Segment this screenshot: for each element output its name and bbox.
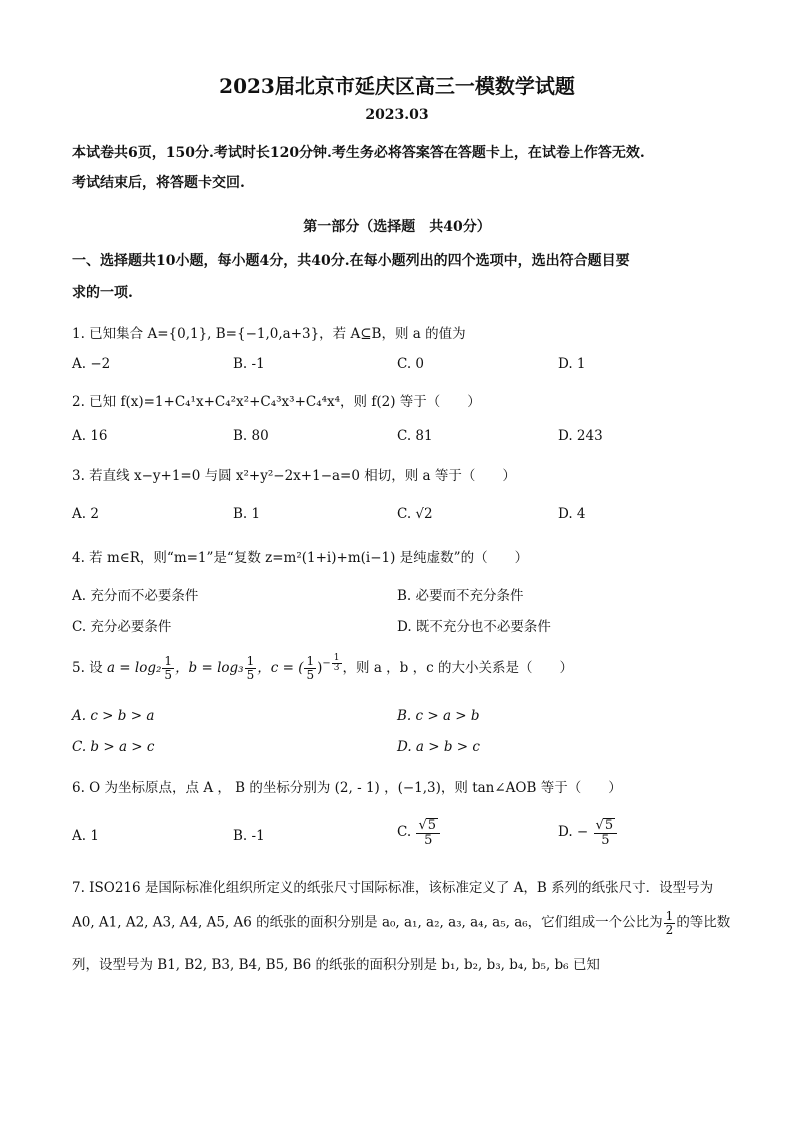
question-7-ratio: $\frac{1}{2}$ xyxy=(665,909,674,937)
question-4-option-a: A. 充分而不必要条件 xyxy=(72,588,199,604)
question-2-option-c: C. 81 xyxy=(397,428,433,444)
question-3-option-c: C. √2 xyxy=(397,506,433,522)
question-5-prefix: 5. 设 xyxy=(72,659,107,676)
question-1-option-d: D. 1 xyxy=(558,356,586,372)
question-1-option-a: A. −2 xyxy=(72,356,111,372)
question-6-option-a: A. 1 xyxy=(72,828,99,844)
question-4-option-d: D. 既不充分也不必要条件 xyxy=(397,619,551,635)
question-5-option-d: D. a > b > c xyxy=(397,739,480,755)
section-header: 第一部分（选择题 共40分） xyxy=(303,219,491,235)
question-5-stem: 5. 设 a = log₂ $\frac{1}{5}$ ，b = log₃ $\frac{1}{5}$ ，c = ( $\frac{1}{5}$ )$^{- \frac{1}{3}}$ ，则 a ，b ，c 的大小关系是（ ） xyxy=(72,653,573,682)
question-7-line-1: 7. ISO216 是国际标准化组织所定义的纸张尺寸国际标准，该标准定义了 A，B 系列的纸张尺寸．设型号为 xyxy=(72,880,714,896)
question-1-option-c: C. 0 xyxy=(397,356,425,372)
question-6-option-b: B. -1 xyxy=(233,828,265,844)
question-3-option-b: B. 1 xyxy=(233,506,261,522)
question-5-fraction-b: $\frac{1}{5}$ xyxy=(246,654,255,682)
question-3-option-d: D. 4 xyxy=(558,506,586,522)
question-3-option-a: A. 2 xyxy=(72,506,99,522)
question-5-option-a: A. c > b > a xyxy=(72,708,155,724)
question-3-stem: 3. 若直线 x−y+1=0 与圆 x²+y²−2x+1−a=0 相切，则 a 等于（ ） xyxy=(72,468,516,484)
question-6-option-d: D. − $\frac{√5}{5}$ xyxy=(558,818,618,847)
question-5-option-b: B. c > a > b xyxy=(397,708,480,724)
question-5-option-c: C. b > a > c xyxy=(72,739,155,755)
question-5-suffix: ，则 a ，b ，c 的大小关系是（ ） xyxy=(342,659,573,676)
instructions-line-1: 本试卷共6页，150分.考试时长120分钟.考生务必将答案答在答题卡上，在试卷上作答无效. xyxy=(72,145,645,161)
question-2-option-d: D. 243 xyxy=(558,428,603,444)
question-6-stem: 6. O 为坐标原点，点 A ， B 的坐标分别为 (2, - 1) ，(−1,3)，则 tan∠AOB 等于（ ） xyxy=(72,780,622,796)
question-4-option-c: C. 充分必要条件 xyxy=(72,619,172,635)
exam-date: 2023.03 xyxy=(365,107,429,123)
question-2-option-a: A. 16 xyxy=(72,428,108,444)
question-5-exponent: − 1 3 xyxy=(322,653,340,674)
question-1-option-b: B. -1 xyxy=(233,356,265,372)
instructions-line-2: 考试结束后，将答题卡交回. xyxy=(72,175,245,191)
question-5-fraction-a: $\frac{1}{5}$ xyxy=(164,654,173,682)
section-intro-line-1: 一、选择题共10小题，每小题4分，共40分.在每小题列出的四个选项中，选出符合题目要 xyxy=(72,253,630,269)
question-5-c-expr: ，c = ( xyxy=(257,659,304,676)
question-7-line-2: A0, A1, A2, A3, A4, A5, A6 的纸张的面积分别是 a₀, a₁, a₂, a₃, a₄, a₅, a₆，它们组成一个公比为 $\frac{1}{2}$ 的等比数 xyxy=(72,909,731,937)
question-5-a-expr: a = log₂ xyxy=(106,659,162,676)
question-2-option-b: B. 80 xyxy=(233,428,269,444)
question-2-stem: 2. 已知 f(x)=1+C₄¹x+C₄²x²+C₄³x³+C₄⁴x⁴，则 f(2) 等于（ ） xyxy=(72,394,481,410)
question-5-fraction-c: $\frac{1}{5}$ xyxy=(306,654,315,682)
exam-title: 2023届北京市延庆区高三一模数学试题 xyxy=(219,74,575,98)
question-6-option-c: C. $\frac{√5}{5}$ xyxy=(397,818,441,847)
question-4-stem: 4. 若 m∈R，则“m=1”是“复数 z=m²(1+i)+m(i−1) 是纯虚数”的（ ） xyxy=(72,550,529,566)
question-7-line-3: 列，设型号为 B1, B2, B3, B4, B5, B6 的纸张的面积分别是 b₁, b₂, b₃, b₄, b₅, b₆ 已知 xyxy=(72,957,600,973)
section-intro-line-2: 求的一项. xyxy=(72,285,133,301)
question-1-stem: 1. 已知集合 A={0,1}, B={−1,0,a+3}，若 A⊆B，则 a 的值为 xyxy=(72,326,466,342)
question-5-b-expr: ，b = log₃ xyxy=(175,659,244,676)
question-4-option-b: B. 必要而不充分条件 xyxy=(397,588,524,604)
